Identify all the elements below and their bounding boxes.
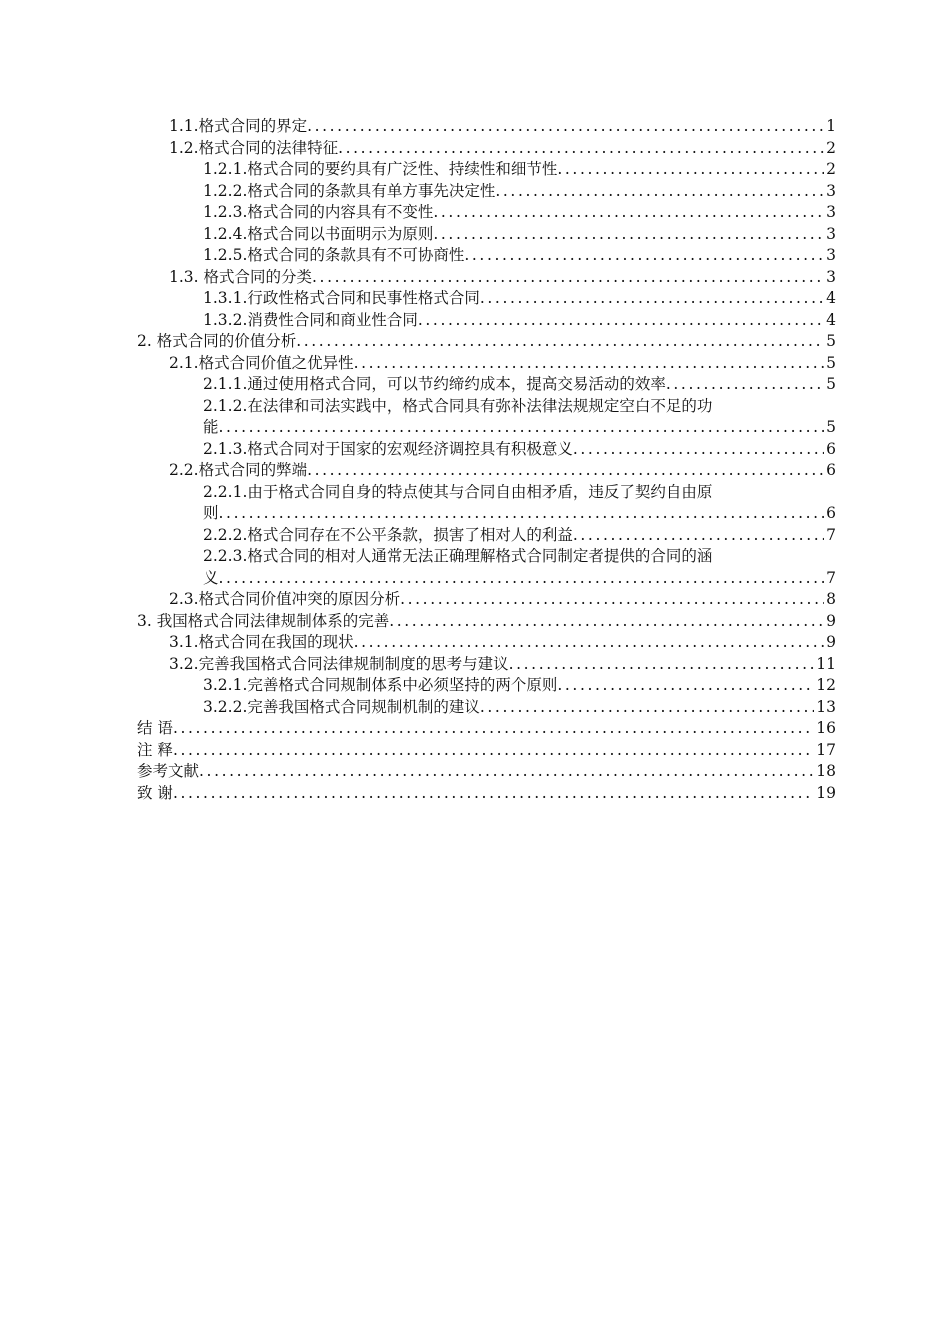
toc-entry-title: 2.1.格式合同价值之优异性 (169, 353, 354, 372)
toc-entry-page-number: 6 (826, 461, 836, 479)
toc-entry-page-number: 12 (816, 676, 836, 694)
toc-entry-title: 1.3.2.消费性合同和商业性合同 (203, 310, 418, 329)
toc-entry-title: 义 (203, 568, 219, 587)
toc-entry-page-number: 5 (826, 375, 836, 393)
dot-leader (219, 503, 825, 525)
toc-entry-page-number: 7 (826, 525, 836, 544)
dot-leader (464, 245, 824, 267)
table-of-contents (137, 116, 836, 804)
toc-entry (137, 654, 836, 676)
toc-entry (137, 353, 836, 375)
toc-entry (137, 460, 836, 482)
toc-entry-page-number: 6 (826, 504, 836, 522)
toc-entry (137, 525, 836, 547)
toc-entry (137, 740, 836, 762)
toc-entry-page-number: 8 (826, 590, 836, 608)
toc-entry (137, 611, 836, 633)
toc-entry-title: 3.1.格式合同在我国的现状 (169, 633, 354, 651)
dot-leader (199, 761, 814, 783)
toc-entry-title: 3.2.1.完善格式合同规制体系中必须坚持的两个原则 (203, 676, 558, 694)
toc-entry-title: 1.2.3.格式合同的内容具有不变性 (203, 203, 434, 221)
dot-leader (219, 568, 825, 590)
toc-entry-title-first-line: 2.2.3.格式合同的相对人通常无法正确理解格式合同制定者提供的合同的涵 (203, 547, 713, 565)
dot-leader (418, 310, 824, 332)
toc-entry-page-number: 9 (826, 633, 836, 651)
dot-leader (666, 374, 824, 396)
toc-entry-title: 2.1.1.通过使用格式合同，可以节约缔约成本，提高交易活动的效率 (203, 375, 666, 393)
toc-entry-page-number: 5 (826, 332, 836, 350)
toc-entry-title: 1.2.4.格式合同以书面明示为原则 (203, 224, 434, 243)
dot-leader (219, 417, 825, 439)
toc-entry-title: 3. 我国格式合同法律规制体系的完善 (137, 611, 390, 630)
toc-entry-page-number: 4 (826, 289, 836, 307)
toc-entry (137, 439, 836, 461)
toc-entry-page-number: 17 (816, 740, 836, 759)
toc-entry-page-number: 3 (826, 181, 836, 200)
toc-entry (137, 245, 836, 267)
dot-leader (354, 353, 825, 375)
dot-leader (480, 697, 814, 719)
toc-entry-page-number: 6 (826, 439, 836, 458)
toc-entry-title: 3.2.完善我国格式合同法律规制制度的思考与建议 (169, 654, 509, 673)
toc-entry (137, 138, 836, 160)
toc-entry-page-number: 16 (816, 719, 836, 737)
toc-entry-page-number: 11 (816, 654, 836, 673)
dot-leader (557, 675, 814, 697)
toc-entry-page-number: 19 (816, 783, 836, 802)
toc-entry (137, 697, 836, 719)
toc-entry-title: 3.2.2.完善我国格式合同规制机制的建议 (203, 697, 480, 716)
dot-leader (389, 611, 824, 633)
toc-entry (137, 761, 836, 783)
toc-entry (137, 482, 836, 525)
toc-entry-title: 参考文献 (137, 762, 200, 780)
dot-leader (573, 439, 824, 461)
toc-entry-title: 致 谢 (137, 783, 173, 802)
toc-entry-page-number: 7 (826, 568, 836, 587)
dot-leader (495, 181, 824, 203)
toc-entry-title: 2.1.3.格式合同对于国家的宏观经济调控具有积极意义 (203, 439, 573, 458)
dot-leader (400, 589, 824, 611)
toc-entry (137, 116, 836, 138)
toc-entry-title: 2.2.格式合同的弊端 (169, 461, 308, 479)
toc-entry-title: 1.2.格式合同的法律特征 (169, 138, 339, 157)
toc-entry-title: 1.3. 格式合同的分类 (169, 267, 313, 286)
toc-entry (137, 202, 836, 224)
toc-entry-title: 1.2.5.格式合同的条款具有不可协商性 (203, 246, 465, 264)
dot-leader (173, 740, 814, 762)
toc-entry (137, 288, 836, 310)
toc-entry-page-number: 5 (826, 418, 836, 436)
toc-entry-page-number: 9 (826, 611, 836, 630)
toc-entry-title: 1.2.2.格式合同的条款具有单方事先决定性 (203, 181, 496, 200)
toc-entry-title: 能 (203, 418, 219, 436)
dot-leader (173, 718, 814, 740)
toc-entry-title-first-line: 2.1.2.在法律和司法实践中，格式合同具有弥补法律法规规定空白不足的功 (203, 396, 713, 415)
toc-entry-title: 2. 格式合同的价值分析 (137, 332, 297, 350)
toc-entry (137, 783, 836, 805)
toc-entry (137, 718, 836, 740)
dot-leader (557, 159, 824, 181)
toc-entry-page-number: 18 (816, 762, 836, 780)
toc-entry-page-number: 3 (826, 203, 836, 221)
dot-leader (433, 224, 824, 246)
toc-entry-page-number: 4 (826, 310, 836, 329)
toc-entry-page-number: 3 (826, 224, 836, 243)
dot-leader (480, 288, 824, 310)
toc-entry (137, 396, 836, 439)
toc-entry (137, 589, 836, 611)
dot-leader (307, 116, 824, 138)
toc-entry-title: 注 释 (137, 740, 173, 759)
dot-leader (312, 267, 824, 289)
dot-leader (509, 654, 815, 676)
dot-leader (433, 202, 824, 224)
toc-entry (137, 675, 836, 697)
toc-entry-page-number: 5 (826, 353, 836, 372)
toc-entry-page-number: 2 (826, 160, 836, 178)
dot-leader (354, 632, 825, 654)
toc-entry-title-first-line: 2.2.1.由于格式合同自身的特点使其与合同自由相矛盾，违反了契约自由原 (203, 482, 713, 501)
toc-entry (137, 310, 836, 332)
toc-entry-title: 结 语 (137, 719, 173, 737)
toc-entry (137, 224, 836, 246)
toc-entry-title: 2.2.2.格式合同存在不公平条款，损害了相对人的利益 (203, 525, 573, 544)
toc-entry-page-number: 2 (826, 138, 836, 157)
toc-entry (137, 374, 836, 396)
toc-entry (137, 632, 836, 654)
toc-entry-title: 1.2.1.格式合同的要约具有广泛性、持续性和细节性 (203, 160, 558, 178)
dot-leader (307, 460, 824, 482)
toc-entry-title: 则 (203, 504, 219, 522)
dot-leader (338, 138, 824, 160)
toc-entry-page-number: 3 (826, 246, 836, 264)
toc-entry-page-number: 13 (816, 697, 836, 716)
toc-entry-title: 2.3.格式合同价值冲突的原因分析 (169, 590, 401, 608)
toc-entry-title: 1.3.1.行政性格式合同和民事性格式合同 (203, 289, 480, 307)
toc-entry (137, 181, 836, 203)
toc-entry (137, 331, 836, 353)
toc-entry (137, 267, 836, 289)
toc-entry (137, 546, 836, 589)
dot-leader (573, 525, 824, 547)
toc-entry-page-number: 1 (826, 117, 836, 135)
toc-entry-page-number: 3 (826, 267, 836, 286)
toc-entry-title: 1.1.格式合同的界定 (169, 117, 308, 135)
dot-leader (296, 331, 824, 353)
dot-leader (173, 783, 814, 805)
toc-entry (137, 159, 836, 181)
